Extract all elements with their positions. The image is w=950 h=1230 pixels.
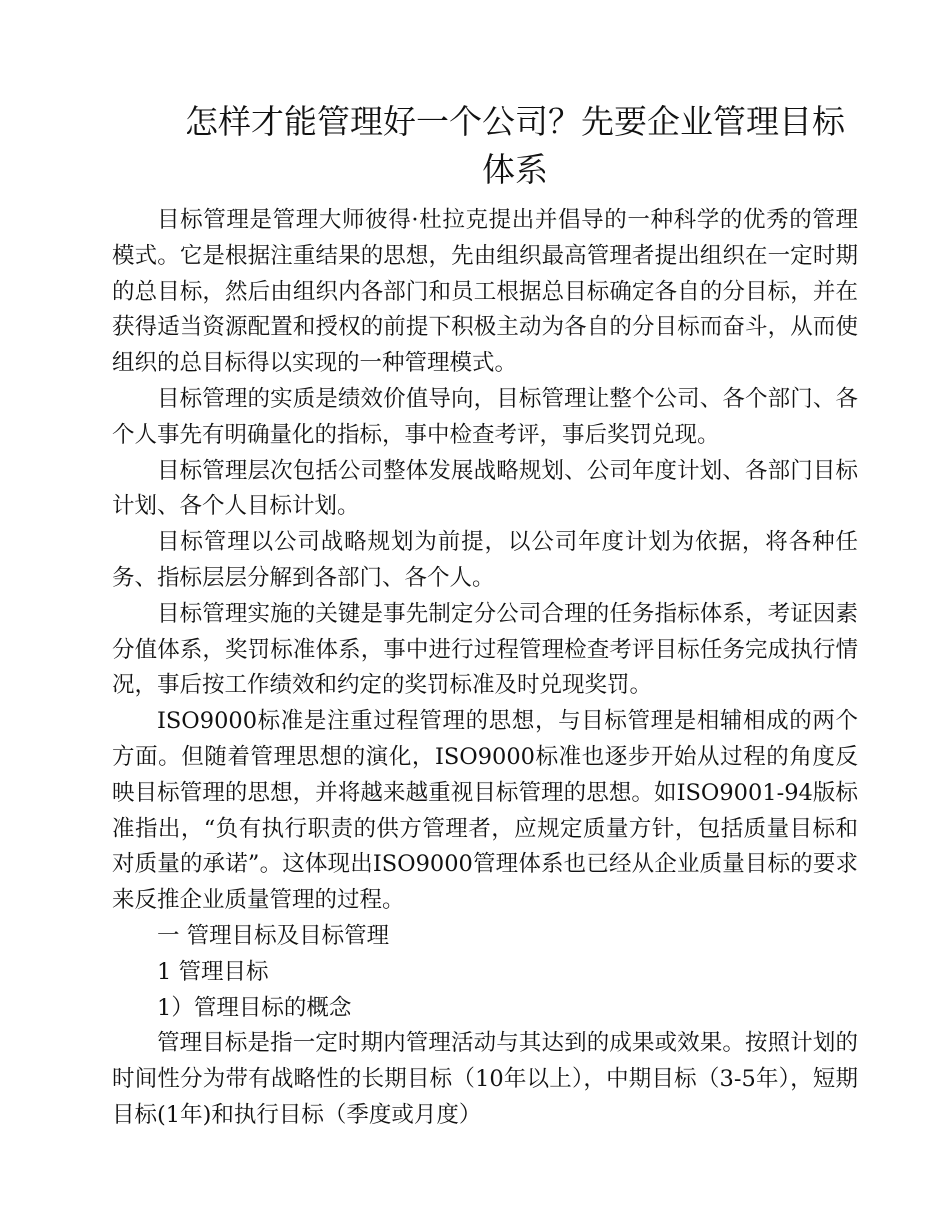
document-title: 怎样才能管理好一个公司？先要企业管理目标体系 (185, 102, 845, 189)
paragraph-essence: 目标管理的实质是绩效价值导向，目标管理让整个公司、各个部门、各个人事先有明确量化的指标，事中检查考评，事后奖罚兑现。 (112, 385, 858, 448)
document-body (112, 203, 858, 1134)
subsection-heading: 1 管理目标 (157, 958, 269, 985)
paragraph-key: 目标管理实施的关键是事先制定分公司合理的任务指标体系，考证因素分值体系，奖罚标准体系，事中进行过程管理检查考评目标任务完成执行情况，事后按工作绩效和约定的奖罚标准及时兑现奖罚。 (112, 600, 858, 699)
sub-subsection-heading: 1）管理目标的概念 (157, 994, 352, 1021)
paragraph-intro: 目标管理是管理大师彼得·杜拉克提出并倡导的一种科学的优秀的管理模式。它是根据注重结果的思想，先由组织最高管理者提出组织在一定时期的总目标，然后由组织内各部门和员工根据总目标确定各自的分目标，并在获得适当资源配置和授权的前提下积极主动为各自的分目标而奋斗，从而使组织的总目标得以实现的一种管理模式。 (112, 207, 858, 377)
paragraph-premise: 目标管理以公司战略规划为前提，以公司年度计划为依据，将各种任务、指标层层分解到各部门、各个人。 (112, 529, 858, 591)
paragraph-definition: 管理目标是指一定时期内管理活动与其达到的成果或效果。按照计划的时间性分为带有战略性的长期目标（10年以上），中期目标（3-5年），短期目标(1年)和执行目标（季度或月度） (112, 1030, 858, 1128)
paragraph-iso9000: ISO9000标准是注重过程管理的思想，与目标管理是相辅相成的两个方面。但随着管理思想的演化，ISO9000标准也逐步开始从过程的角度反映目标管理的思想，并将越来越重视目标管理的思想。如ISO9001-94版标准指出，“负有执行职责的供方管理者，应规定质量方针，包括质量目标和对质量的承诺”。这体现出ISO9000管理体系也已经从企业质量目标的要求来反推企业质量管理的过程。 (112, 708, 858, 914)
section-heading: 一 管理目标及目标管理 (157, 922, 390, 949)
paragraph-levels: 目标管理层次包括公司整体发展战略规划、公司年度计划、各部门目标计划、各个人目标计划。 (112, 457, 858, 520)
